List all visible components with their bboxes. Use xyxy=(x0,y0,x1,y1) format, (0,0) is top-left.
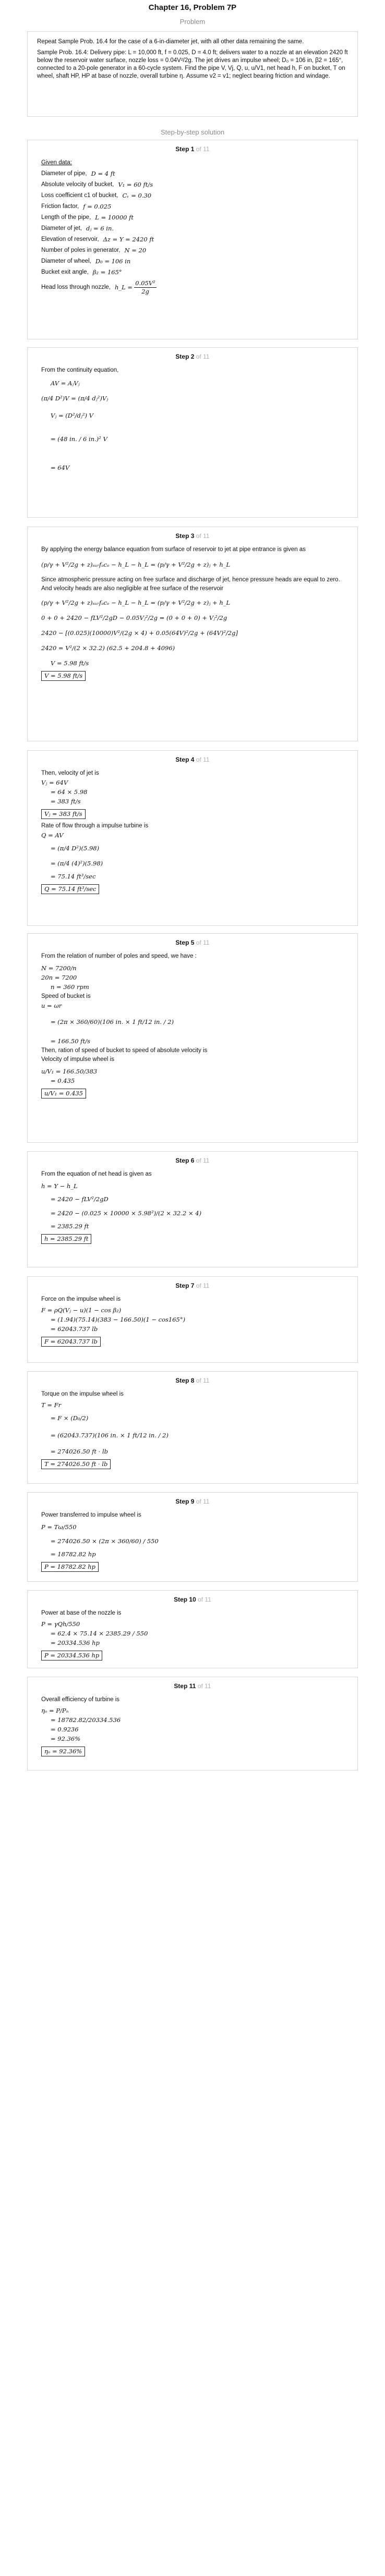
step-number: Step 4 xyxy=(175,756,195,763)
given-row: Head loss through nozzle, h_L = $\frac{\text{0.05V²}}{2g}$ xyxy=(41,279,155,295)
given-row: Elevation of reservoir, Δz = Y = 2420 ft xyxy=(41,236,154,243)
problem-card xyxy=(27,31,358,117)
step-10: Step 10 of 11 Power at base of the nozzle is P = γQh/550 = 62.4 × 75.14 × 2385.29 / 550 = 20334.536 hp P = 20334.536 hp xyxy=(27,1590,358,1668)
answer-box: T = 274026.50 ft · lb xyxy=(41,1459,111,1469)
answer-box: P = 20334.536 hp xyxy=(41,1651,102,1661)
step-of: of 11 xyxy=(196,145,210,153)
step-2: Step 2 of 11 From the continuity equation, AV = AⱼVⱼ (π/4 D²)V = (π/4 dⱼ²)Vⱼ Vⱼ = (D²/dⱼ²) V = (48 in. / 6 in.)² V = 64V xyxy=(27,347,358,518)
answer-box: h = 2385.29 ft xyxy=(41,1234,91,1244)
step-text: Rate of flow through a impulse turbine is xyxy=(41,823,149,829)
step-of: of 11 xyxy=(196,1498,210,1505)
step-9: Step 9 of 11 Power transferred to impulse wheel is P = Tω/550 = 274026.50 × (2π × 360/60) / 550 = 18782.82 hp P = 18782.82 hp xyxy=(27,1492,358,1582)
answer-box: u/V₁ = 0.435 xyxy=(41,1089,86,1098)
step-of: of 11 xyxy=(197,1682,211,1690)
step-of: of 11 xyxy=(196,532,210,540)
answer-box: ηₒ = 92.36% xyxy=(41,1747,85,1756)
step-number: Step 11 xyxy=(174,1682,196,1690)
step-number: Step 2 xyxy=(175,353,195,360)
step-1 xyxy=(27,140,358,339)
step-text: Speed of bucket is xyxy=(41,993,91,999)
step-text: From the relation of number of poles and speed, we have : xyxy=(41,953,197,959)
answer-box: P = 18782.82 hp xyxy=(41,1562,99,1572)
step-text: From the equation of net head is given as xyxy=(41,1171,152,1177)
step-of: of 11 xyxy=(196,353,210,360)
step-text: Torque on the impulse wheel is xyxy=(41,1391,124,1397)
problem-label: Problem xyxy=(179,18,206,26)
given-data-heading: Given data: xyxy=(41,160,72,166)
step-4: Step 4 of 11 Then, velocity of jet is Vⱼ = 64V = 64 × 5.98 = 383 ft/s Vⱼ = 383 ft/s Rate of flow through a impulse turbine is Q = AV = (π/4 D²)(5.98) = (π/4 (4)²)(5.98) = 75.14 ft³/sec Q = 75.14 ft³/sec xyxy=(27,750,358,926)
step-text: Overall efficiency of turbine is xyxy=(41,1696,119,1703)
answer-box: F = 62043.737 lb xyxy=(41,1337,101,1347)
answer-box: Vⱼ = 383 ft/s xyxy=(41,809,86,819)
step-text: Since atmospheric pressure acting on free surface and discharge of jet, hence pressure heads are equal to zero. xyxy=(41,577,340,583)
step-text: And velocity heads are also negligible at free surface of the reservoir xyxy=(41,585,224,592)
step-text: Power transferred to impulse wheel is xyxy=(41,1512,141,1518)
step-of: of 11 xyxy=(196,1377,210,1384)
step-number: Step 9 xyxy=(175,1498,195,1505)
given-row: Absolute velocity of bucket, V₁ = 60 ft/s xyxy=(41,181,153,188)
step-7: Step 7 of 11 Force on the impulse wheel is F = ρQ(Vⱼ − u)(1 − cos β₂) = (1.94)(75.14)(383 − 166.50)(1 − cos165°) = 62043.737 lb F = 62043.737 lb xyxy=(27,1276,358,1363)
step-text: Velocity of impulse wheel is xyxy=(41,1056,114,1063)
step-6: Step 6 of 11 From the equation of net head is given as h = Y − h_L = 2420 − fLV²/2gD = 2420 − (0.025 × 10000 × 5.98²)/(2 × 32.2 × 4) = 2385.29 ft h = 2385.29 ft xyxy=(27,1151,358,1267)
step-text: Power at base of the nozzle is xyxy=(41,1610,122,1616)
solution-label: Step-by-step solution xyxy=(160,128,225,136)
step-of: of 11 xyxy=(196,1157,210,1164)
step-number: Step 10 xyxy=(174,1596,196,1603)
step-number: Step 8 xyxy=(175,1377,195,1384)
step-11: Step 11 of 11 Overall efficiency of turbine is ηₒ = P/Pₙ = 18782.82/20334.536 = 0.9236 = 92.36% ηₒ = 92.36% xyxy=(27,1677,358,1771)
given-row: Diameter of jet, dⱼ = 6 in. xyxy=(41,225,114,232)
step-number: Step 7 xyxy=(175,1282,195,1289)
page-title: Chapter 16, Problem 7P xyxy=(148,3,237,12)
given-row: Diameter of pipe, D = 4 ft xyxy=(41,170,115,177)
given-row: Diameter of wheel, D₀ = 106 in xyxy=(41,258,131,265)
step-text: Force on the impulse wheel is xyxy=(41,1296,121,1302)
step-number: Step 3 xyxy=(175,532,195,540)
answer-box: V = 5.98 ft/s xyxy=(41,671,86,681)
step-3: Step 3 of 11 By applying the energy balance equation from surface of reservoir to jet at pipe entrance is given as (p/γ + V²/2g + z)ₛᵤᵣfₐcₑ − h_L − h_L = (p/γ + V²/2g + z)ⱼ + h_L Since atmospheric pressure acting on free surface and discharge of jet, hence pressure heads are equal to zero. And velocity heads are also negligible at free surface of the reservoir (p/γ + V²/2g + z)ₛᵤᵣfₐcₑ − h_L − h_L = (p/γ + V²/2g + z)ⱼ + h_L 0 + 0 + 2420 − fLV²/2gD − 0.05Vⱼ²/2g = (0 + 0 + 0) + Vⱼ²/2g 2420 − [(0.025)(10000)V²/(2g × 4) + 0.05(64V)²/2g + (64V)²/2g] 2420 = V²/(2 × 32.2) (62.5 + 204.8 + 4096) V = 5.98 ft/s V = 5.98 ft/s xyxy=(27,527,358,741)
step-text: Then, velocity of jet is xyxy=(41,770,99,776)
step-number: Step 5 xyxy=(175,939,195,946)
given-row: Number of poles in generator, N = 20 xyxy=(41,247,147,254)
given-row: Friction factor, f = 0.025 xyxy=(41,203,112,210)
step-5: Step 5 of 11 From the relation of number of poles and speed, we have : N = 7200/n 20n = 7200 n = 360 rpm Speed of bucket is u = ωr = (2π × 360/60)(106 in. × 1 ft/12 in. / 2) = 166.50 ft/s Then, ration of speed of bucket to speed of absolute velocity is Velocity of impulse wheel is u/V₁ = 166.50/383 = 0.435 u/V₁ = 0.435 xyxy=(27,933,358,1143)
step-number: Step 6 xyxy=(175,1157,195,1164)
given-row: Length of the pipe, L = 10000 ft xyxy=(41,214,134,221)
step-8: Step 8 of 11 Torque on the impulse wheel is T = Fr = F × (D₀/2) = (62043.737)(106 in. × 1 ft/12 in. / 2) = 274026.50 ft · lb T = 274026.50 ft · lb xyxy=(27,1371,358,1484)
step-number: Step 1 xyxy=(175,145,195,153)
step-text: By applying the energy balance equation from surface of reservoir to jet at pipe entrance is given as xyxy=(41,546,306,553)
step-of: of 11 xyxy=(198,1596,211,1603)
step-of: of 11 xyxy=(196,1282,210,1289)
given-row: Bucket exit angle, β₂ = 165° xyxy=(41,268,122,276)
answer-box: Q = 75.14 ft³/sec xyxy=(41,884,99,894)
problem-text-1: Repeat Sample Prob. 16.4 for the case of a 6-in-diameter jet, with all other data remaining the same. xyxy=(37,39,304,45)
given-row: Loss coefficient c1 of bucket, Cᵥ = 0.30 xyxy=(41,192,152,199)
problem-text-2: Sample Prob. 16.4: Delivery pipe: L = 10,000 ft, f = 0.025, D = 4.0 ft; delivers water to a nozzle at an elevation 2420 ft below the reservoir water surface, nozzle loss = 0.04V²/2g. The jet drives an impulse wheel; D₀ = 106 in, β2 = 165°, connected to a 20-pole generator in a 60-cycle system. Find the pipe V, Vj, Q, u, u/V1, net head h, F on bucket, T on wheel, shaft HP, HP at base of nozzle, overall turbine η. Assume v2 = v1; neglect bearing friction and windage. xyxy=(37,50,348,79)
step-text: Then, ration of speed of bucket to speed of absolute velocity is xyxy=(41,1047,208,1054)
step-text: From the continuity equation, xyxy=(41,367,119,373)
step-of: of 11 xyxy=(196,756,210,763)
step-of: of 11 xyxy=(196,939,210,946)
